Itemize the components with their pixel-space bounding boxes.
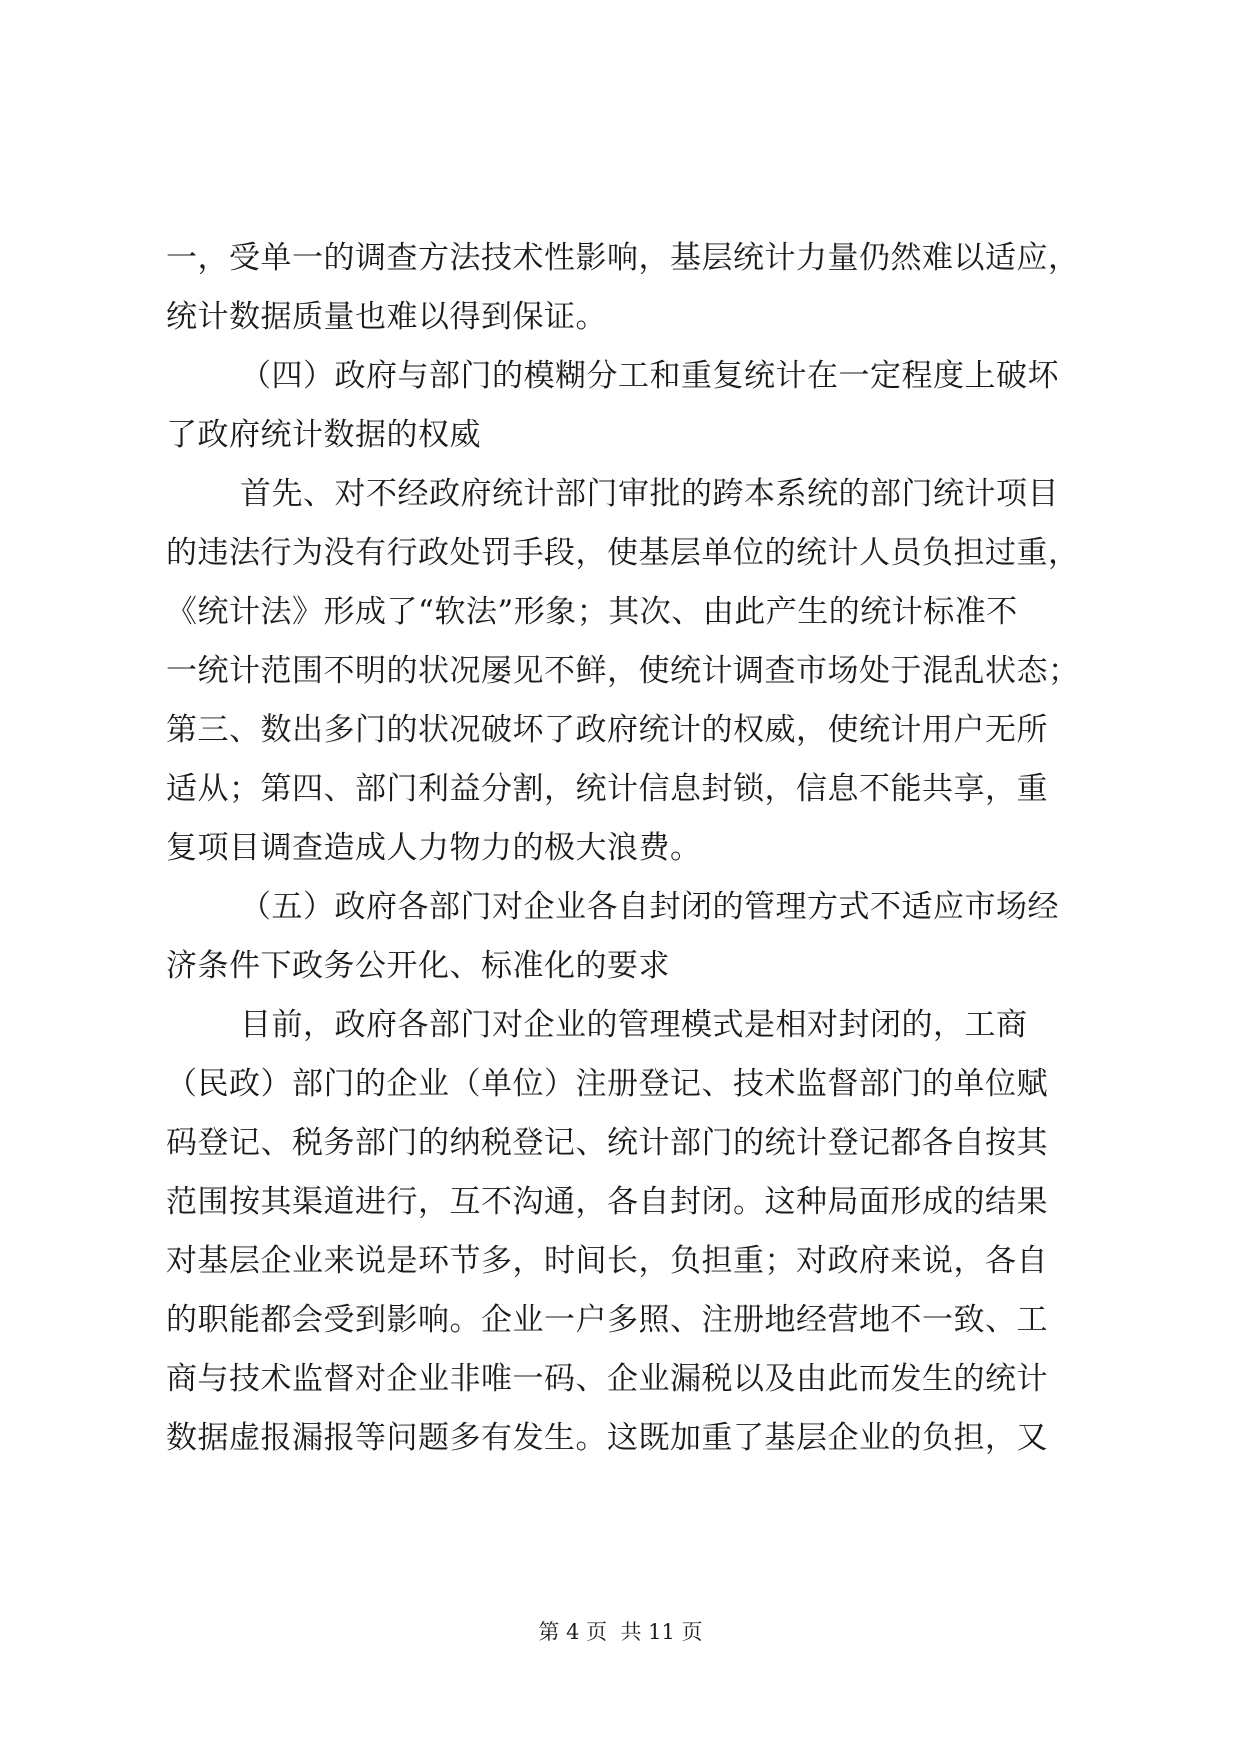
text-line: 一，受单一的调查方法技术性影响，基层统计力量仍然难以适应， bbox=[166, 240, 1080, 276]
text-line: （民政）部门的企业（单位）注册登记、技术监督部门的单位赋 bbox=[166, 1066, 1048, 1102]
text-line: 对基层企业来说是环节多，时间长，负担重；对政府来说，各自 bbox=[166, 1243, 1048, 1279]
text-line: （五）政府各部门对企业各自封闭的管理方式不适应市场经 bbox=[240, 889, 1059, 925]
text-line: 的违法行为没有行政处罚手段，使基层单位的统计人员负担过重， bbox=[166, 535, 1080, 571]
text-line: 数据虚报漏报等问题多有发生。这既加重了基层企业的负担，又 bbox=[166, 1420, 1048, 1456]
text-line: 一统计范围不明的状况屡见不鲜，使统计调查市场处于混乱状态； bbox=[166, 653, 1080, 689]
document-body bbox=[166, 229, 1086, 1468]
text-line: 复项目调查造成人力物力的极大浪费。 bbox=[166, 830, 702, 866]
section-heading-4 bbox=[166, 347, 1086, 465]
text-line: 首先、对不经政府统计部门审批的跨本系统的部门统计项目 bbox=[240, 476, 1059, 512]
section-heading-5 bbox=[166, 878, 1086, 996]
paragraph-continuation bbox=[166, 229, 1086, 347]
text-line: 济条件下政务公开化、标准化的要求 bbox=[166, 948, 670, 984]
page-number-footer: 第 4 页 共 11 页 bbox=[538, 1620, 703, 1644]
text-line: （四）政府与部门的模糊分工和重复统计在一定程度上破坏 bbox=[240, 358, 1059, 394]
text-line: 第三、数出多门的状况破坏了政府统计的权威，使统计用户无所 bbox=[166, 712, 1048, 748]
text-line: 《统计法》形成了“软法”形象；其次、由此产生的统计标准不 bbox=[166, 594, 1018, 630]
text-line: 适从；第四、部门利益分割，统计信息封锁，信息不能共享，重 bbox=[166, 771, 1048, 807]
text-line: 的职能都会受到影响。企业一户多照、注册地经营地不一致、工 bbox=[166, 1302, 1048, 1338]
paragraph bbox=[166, 465, 1086, 878]
text-line: 码登记、税务部门的纳税登记、统计部门的统计登记都各自按其 bbox=[166, 1125, 1048, 1161]
text-line: 目前，政府各部门对企业的管理模式是相对封闭的，工商 bbox=[240, 1007, 1028, 1043]
paragraph bbox=[166, 996, 1086, 1468]
text-line: 统计数据质量也难以得到保证。 bbox=[166, 299, 607, 335]
text-line: 商与技术监督对企业非唯一码、企业漏税以及由此而发生的统计 bbox=[166, 1361, 1048, 1397]
text-line: 范围按其渠道进行，互不沟通，各自封闭。这种局面形成的结果 bbox=[166, 1184, 1048, 1220]
text-line: 了政府统计数据的权威 bbox=[166, 417, 481, 453]
